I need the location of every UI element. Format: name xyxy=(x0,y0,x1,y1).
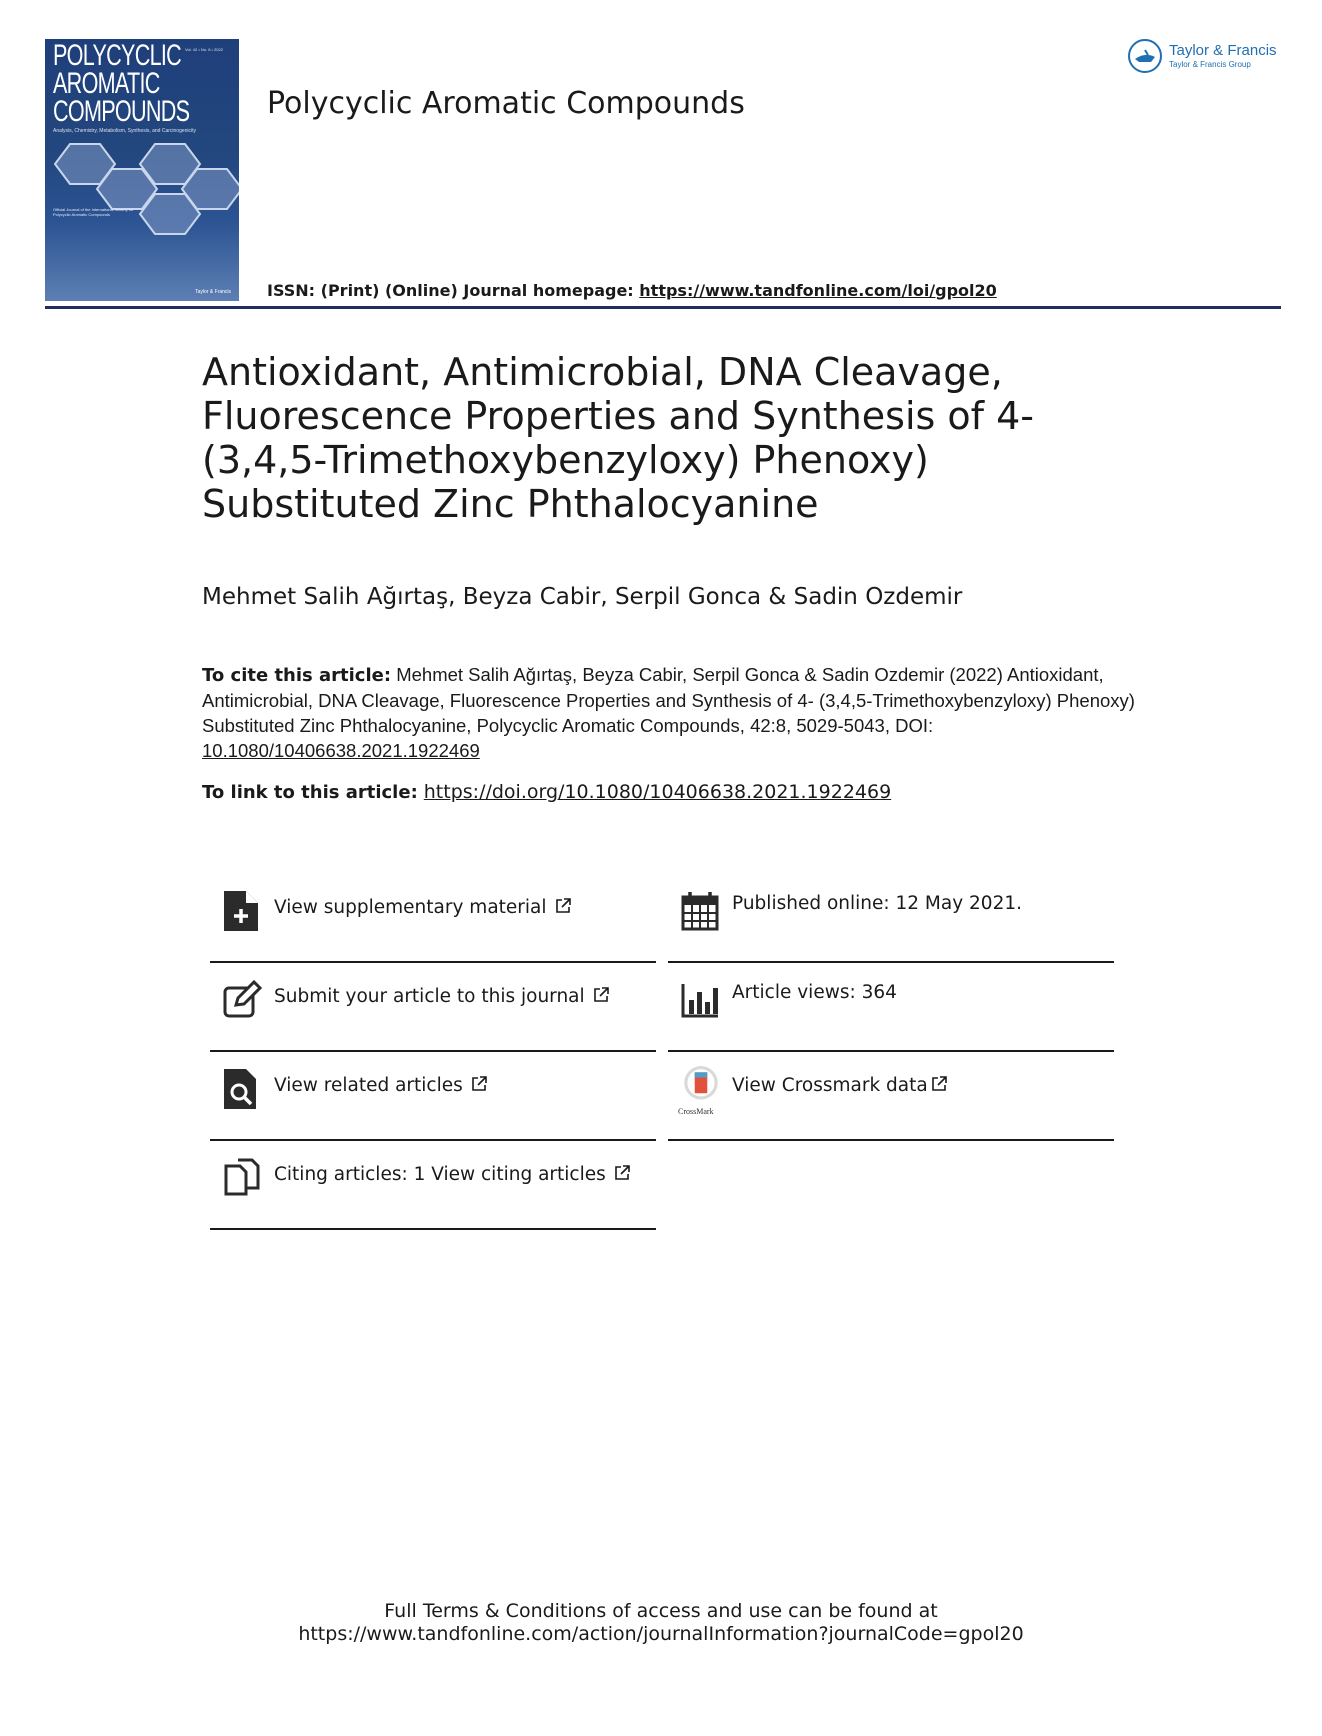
external-link-icon xyxy=(614,1164,631,1181)
citation-block xyxy=(202,662,1142,763)
citing-articles-label: Citing articles: 1 View citing articles xyxy=(274,1164,606,1185)
cover-title-line: COMPOUNDS xyxy=(53,95,190,128)
crossmark-icon xyxy=(680,1065,722,1111)
article-authors: Mehmet Salih Ağırtaş, Beyza Cabir, Serpil Gonca & Sadin Ozdemir xyxy=(202,584,963,610)
supplementary-material-item[interactable] xyxy=(210,875,656,963)
cover-volume: Vol. 42 • No. 8 • 2022 xyxy=(185,47,223,52)
article-title: Antioxidant, Antimicrobial, DNA Cleavage, Fluorescence Properties and Synthesis of 4- (3,4,5-Trimethoxybenzyloxy) Phenoxy) Substituted Zinc Phthalocyanine xyxy=(202,350,1034,526)
publisher-name: Taylor & Francis xyxy=(1169,42,1277,59)
citing-articles-text xyxy=(274,1164,631,1185)
crossmark-label: View Crossmark data xyxy=(732,1075,928,1096)
divider xyxy=(210,1050,656,1052)
cite-text: Mehmet Salih Ağırtaş, Beyza Cabir, Serpil Gonca & Sadin Ozdemir (2022) Antioxidant, Antimicrobial, DNA Cleavage, Fluorescence Properties and Synthesis of 4- (3,4,5-Trimethoxybenzyloxy) Phenoxy) Substituted Zinc Phthalocyanine, Polycyclic Aromatic Compounds, 42:8, 5029-5043, DOI: xyxy=(202,664,1135,736)
related-articles-item[interactable] xyxy=(210,1053,656,1141)
file-plus-icon xyxy=(222,889,262,933)
hexagon-graphic xyxy=(45,139,239,269)
doi-link[interactable]: 10.1080/10406638.2021.1922469 xyxy=(202,740,480,761)
issn-label: ISSN: (Print) (Online) Journal homepage: xyxy=(267,281,640,300)
crossmark-logo-text: CrossMark xyxy=(678,1107,714,1116)
external-link-icon xyxy=(471,1075,488,1092)
cite-label: To cite this article: xyxy=(202,665,392,686)
taylor-francis-logo[interactable] xyxy=(1127,38,1287,78)
cover-society-note: Official Journal of the International Society for Polycyclic Aromatic Compounds xyxy=(53,207,134,217)
article-views: Article views: 364 xyxy=(732,982,897,1003)
journal-title: Polycyclic Aromatic Compounds xyxy=(267,86,745,121)
citing-articles-item[interactable] xyxy=(210,1142,656,1230)
published-date-item xyxy=(668,875,1114,963)
issn-line xyxy=(267,281,997,300)
divider xyxy=(210,1228,656,1230)
taylor-francis-lamp-icon xyxy=(1127,38,1163,74)
article-doi-url-link[interactable]: https://doi.org/10.1080/10406638.2021.1922469 xyxy=(423,781,892,803)
calendar-icon xyxy=(680,889,720,933)
cover-publisher: Taylor & Francis xyxy=(195,289,231,295)
cover-subtitle: Analysis, Chemistry, Metabolism, Synthesis, and Carcinogenicity xyxy=(53,128,197,134)
journal-cover-image xyxy=(45,39,239,301)
footer xyxy=(0,1600,1322,1646)
crossmark-item[interactable] xyxy=(668,1053,1114,1141)
footer-terms-url[interactable]: https://www.tandfonline.com/action/journalInformation?journalCode=gpol20 xyxy=(298,1623,1024,1645)
footer-terms-line: Full Terms & Conditions of access and use can be found at xyxy=(384,1600,938,1622)
link-label: To link to this article: xyxy=(202,782,418,803)
supplementary-material-label: View supplementary material xyxy=(274,897,547,918)
external-link-icon xyxy=(593,986,610,1003)
file-search-icon xyxy=(222,1067,262,1111)
submit-article-item[interactable] xyxy=(210,964,656,1052)
cover-title-line: POLYCYCLIC xyxy=(53,39,182,72)
cover-title-line: AROMATIC xyxy=(53,67,160,100)
submit-article-text xyxy=(274,986,610,1007)
article-views-item xyxy=(668,964,1114,1052)
external-link-icon xyxy=(931,1075,948,1092)
related-articles-text xyxy=(274,1075,488,1096)
copy-documents-icon xyxy=(222,1156,262,1200)
divider xyxy=(210,961,656,963)
header-rule xyxy=(45,306,1281,309)
divider xyxy=(668,1139,1114,1141)
journal-homepage-link[interactable]: https://www.tandfonline.com/loi/gpol20 xyxy=(639,281,997,300)
related-articles-label: View related articles xyxy=(274,1075,463,1096)
edit-icon xyxy=(222,978,262,1022)
divider xyxy=(668,961,1114,963)
supplementary-material-text xyxy=(274,897,572,918)
external-link-icon xyxy=(555,897,572,914)
divider xyxy=(210,1139,656,1141)
bar-chart-icon xyxy=(680,978,720,1022)
published-date: Published online: 12 May 2021. xyxy=(732,893,1023,914)
submit-article-label: Submit your article to this journal xyxy=(274,986,585,1007)
crossmark-text xyxy=(732,1075,948,1096)
divider xyxy=(668,1050,1114,1052)
publisher-group: Taylor & Francis Group xyxy=(1169,60,1251,69)
article-link-line xyxy=(202,781,891,803)
